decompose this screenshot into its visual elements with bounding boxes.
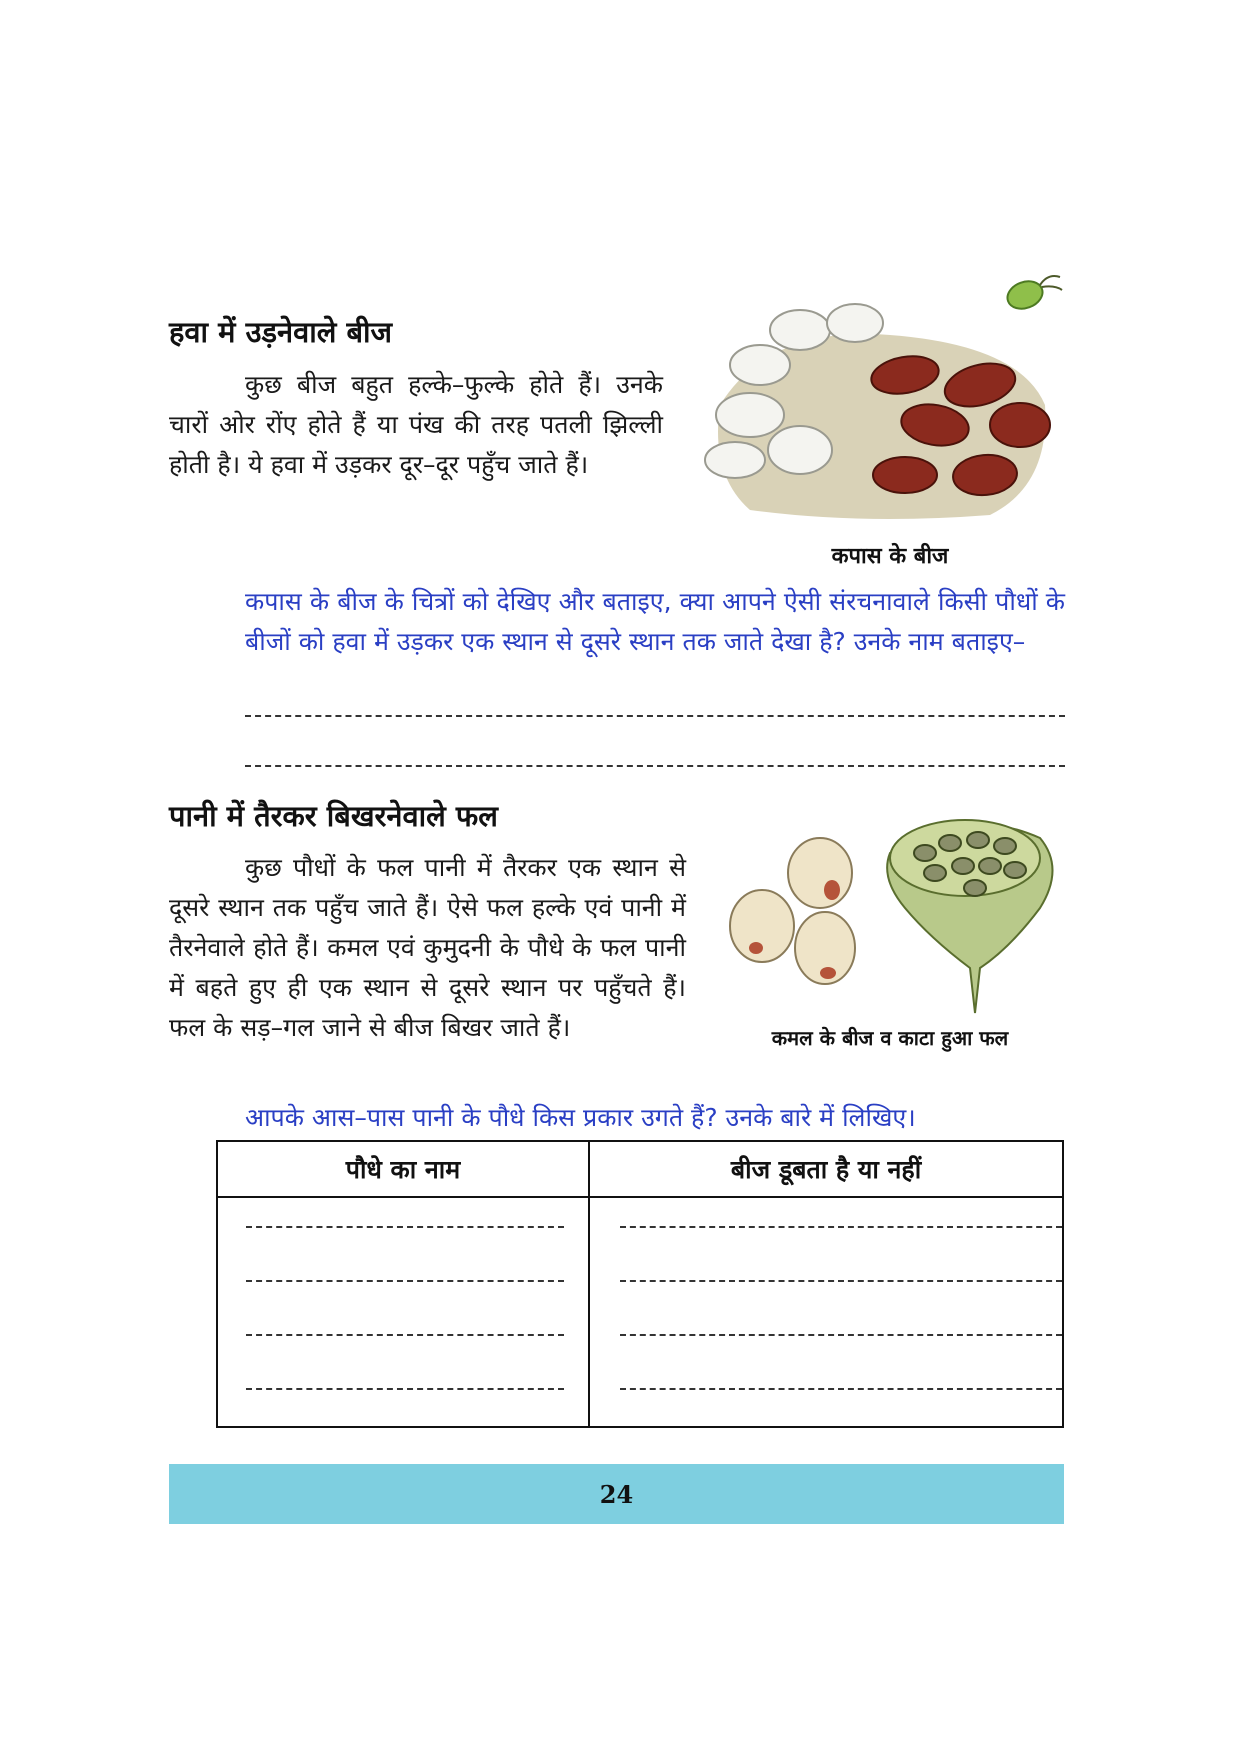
table-header-row	[217, 1141, 1063, 1197]
answer-line-2[interactable]	[245, 765, 1065, 767]
page-number: 24	[599, 1479, 634, 1509]
answer-line[interactable]	[246, 1280, 564, 1282]
answer-line[interactable]	[620, 1334, 1062, 1336]
seed-sinks-cell[interactable]	[589, 1197, 1063, 1427]
wind-seeds-question: कपास के बीज के चित्रों को देखिए और बताइए, क्या आपने ऐसी संरचनावाले किसी पौधों के बीजों को हवा में उड़कर एक स्थान से दूसरे स्थान तक जाते देखा है? उनके नाम बताइए–	[245, 587, 1065, 656]
wind-seeds-paragraph	[169, 365, 663, 485]
answer-line-1[interactable]	[245, 715, 1065, 717]
answer-line[interactable]	[246, 1334, 564, 1336]
floating-fruits-question: आपके आस–पास पानी के पौधे किस प्रकार उगते हैं? उनके बारे में लिखिए।	[245, 1103, 916, 1132]
table-row	[217, 1197, 1063, 1427]
lotus-seeds-illustration	[720, 808, 1070, 1018]
section-heading-wind-seeds: हवा में उड़नेवाले बीज	[169, 315, 393, 349]
green-pod-icon	[1004, 276, 1062, 313]
page-footer	[169, 1464, 1064, 1524]
lotus-caption: कमल के बीज व काटा हुआ फल	[771, 1026, 1009, 1050]
answer-line[interactable]	[246, 1226, 564, 1228]
plant-name-cell[interactable]	[217, 1197, 589, 1427]
cotton-seeds-illustration	[690, 265, 1075, 525]
answer-line[interactable]	[246, 1388, 564, 1390]
cotton-seeds-caption: कपास के बीज	[831, 544, 949, 569]
answer-line[interactable]	[620, 1280, 1062, 1282]
floating-fruits-paragraph-text: कुछ पौधों के फल पानी में तैरकर एक स्थान से दूसरे स्थान तक पहुँच जाते हैं। ऐसे फल हल्के एवं पानी में तैरनेवाले होते हैं। कमल एवं कुमुदनी के पौधे के फल पानी में बहते हुए ही एक स्थान से दूसरे स्थान पर पहुँचते हैं। फल के सड़–गल जाने से बीज बिखर जाते हैं।	[169, 853, 686, 1042]
answer-line[interactable]	[620, 1226, 1062, 1228]
col-plant-name-header: पौधे का नाम	[217, 1141, 589, 1197]
col-seed-sinks-header: बीज डूबता है या नहीं	[589, 1141, 1063, 1197]
section-heading-floating-fruits: पानी में तैरकर बिखरनेवाले फल	[169, 799, 498, 833]
answer-line[interactable]	[620, 1388, 1062, 1390]
wind-seeds-paragraph-text: कुछ बीज बहुत हल्के–फुल्के होते हैं। उनके चारों ओर रोंए होते हैं या पंख की तरह पतली झिल्ली होती है। ये हवा में उड़कर दूर–दूर पहुँच जाते हैं।	[169, 370, 663, 479]
plant-seed-table	[216, 1140, 1064, 1428]
floating-fruits-paragraph	[169, 848, 686, 1048]
